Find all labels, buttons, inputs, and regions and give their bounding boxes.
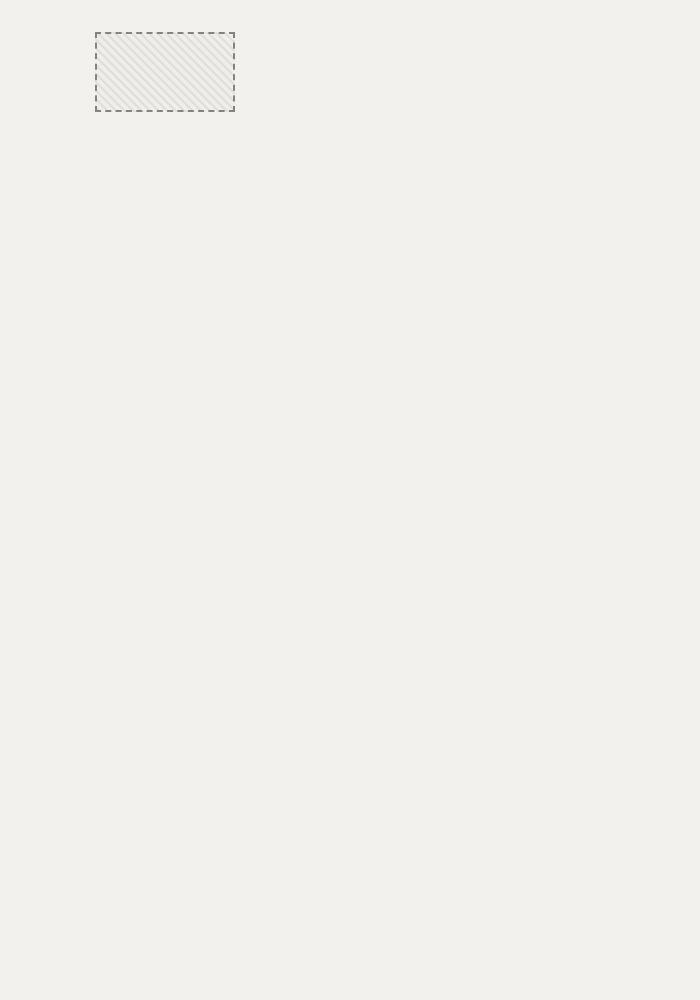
top-section: [70, 72, 650, 952]
